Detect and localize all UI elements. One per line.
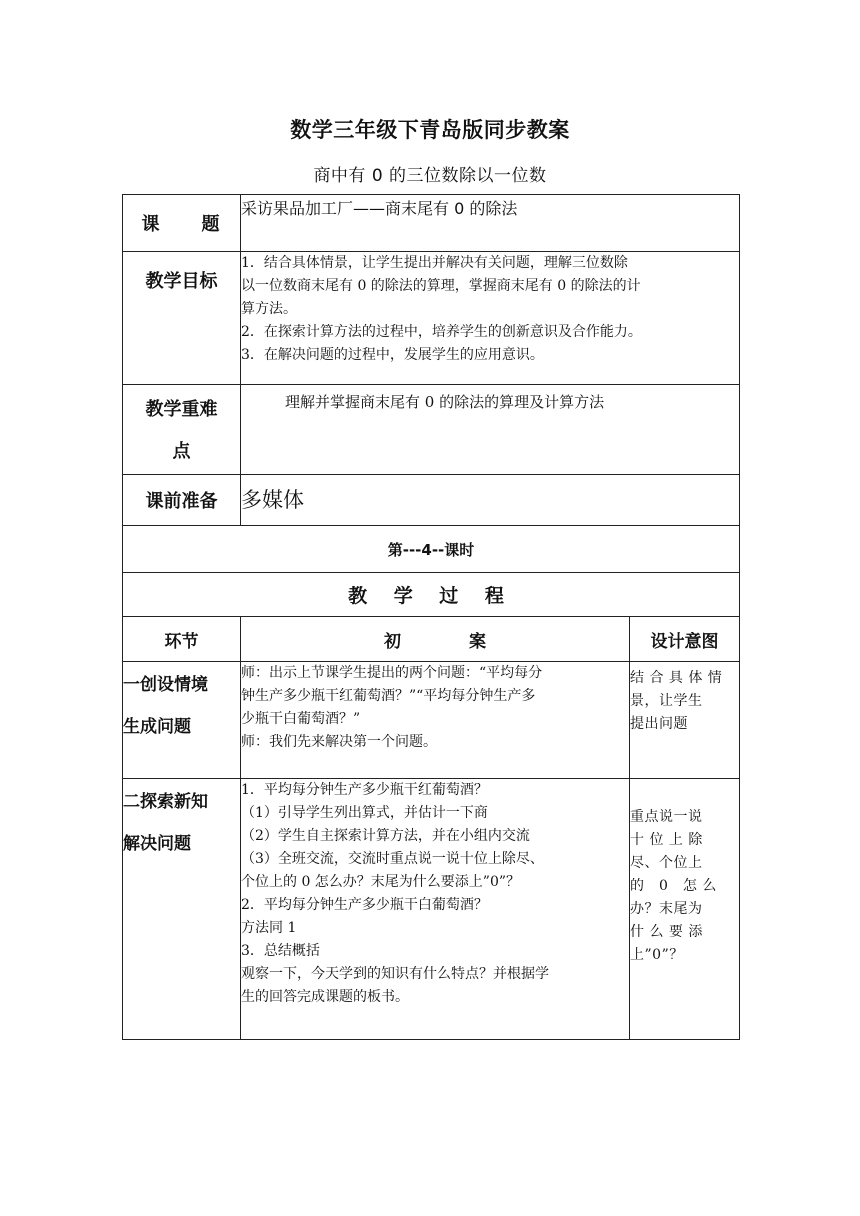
lesson-plan-table (122, 194, 740, 1040)
plan-line: 方法同 1 (241, 920, 297, 936)
plan-line: 观察一下，今天学到的知识有什么特点？并根据学 (241, 966, 549, 982)
goals-label: 教学目标 (123, 252, 241, 385)
column-header-row (123, 617, 740, 662)
stage-row (123, 779, 740, 1040)
plan-line: 3．总结概括 (241, 943, 320, 959)
lesson-number: 第---4--课时 (123, 526, 740, 573)
key-points-label-line2: 点 (172, 441, 191, 462)
stage-label-line2: 生成问题 (123, 717, 191, 737)
intent-line: 的 0 怎 么 (630, 878, 717, 894)
intent-line: 十 位 上 除 (630, 832, 703, 848)
process-heading: 教 学 过 程 (123, 573, 740, 617)
plan-line: 师：出示上节课学生提出的两个问题：“平均每分 (241, 665, 543, 681)
stage-label (123, 662, 241, 779)
intent-line: 景，让学生 (630, 693, 703, 709)
plan-column-header: 初 案 (241, 617, 630, 662)
preparation-value: 多媒体 (241, 475, 740, 526)
intent-line: 重点说一说 (630, 809, 703, 825)
process-row (123, 573, 740, 617)
stage-intent (630, 779, 740, 1040)
topic-label: 课 题 (123, 195, 241, 252)
stage-label (123, 779, 241, 1040)
goal-line: 3．在解决问题的过程中，发展学生的应用意识。 (241, 347, 544, 363)
key-points-label-line1: 教学重难 (145, 399, 218, 420)
topic-value: 采访果品加工厂——商末尾有 0 的除法 (241, 195, 740, 252)
plan-line: 少瓶干白葡萄酒？” (241, 711, 361, 727)
plan-line: 钟生产多少瓶干红葡萄酒？”“平均每分钟生产多 (241, 688, 536, 704)
stage-plan (241, 779, 630, 1040)
goals-content (241, 252, 740, 385)
key-points-value: 理解并掌握商末尾有 0 的除法的算理及计算方法 (241, 385, 740, 475)
preparation-row (123, 475, 740, 526)
plan-line: （1）引导学生列出算式，并估计一下商 (241, 805, 488, 821)
intent-line: 尽、个位上 (630, 855, 703, 871)
stage-label-line2: 解决问题 (123, 834, 191, 854)
intent-line: 提出问题 (630, 716, 688, 732)
intent-column-header: 设计意图 (630, 617, 740, 662)
document-subtitle: 商中有 0 的三位数除以一位数 (313, 166, 547, 186)
goal-line: 2．在探索计算方法的过程中，培养学生的创新意识及合作能力。 (241, 324, 642, 340)
intent-line: 办？末尾为 (630, 901, 703, 917)
document-title: 数学三年级下青岛版同步教案 (290, 118, 570, 142)
plan-line: 2．平均每分钟生产多少瓶干白葡萄酒？ (241, 897, 488, 913)
goal-line: 以一位数商末尾有 0 的除法的算理，掌握商末尾有 0 的除法的计 (241, 278, 641, 294)
intent-line: 上”0”？ (630, 947, 684, 963)
goals-row (123, 252, 740, 385)
goal-line: 1．结合具体情景，让学生提出并解决有关问题，理解三位数除 (241, 255, 628, 271)
plan-line: 生的回答完成课题的板书。 (241, 989, 409, 1005)
intent-line: 什 么 要 添 (630, 924, 703, 940)
stage-intent (630, 662, 740, 779)
goal-line: 算方法。 (241, 301, 297, 317)
plan-line: （3）全班交流，交流时重点说一说十位上除尽、 (241, 851, 544, 867)
key-points-label (123, 385, 241, 475)
lesson-row (123, 526, 740, 573)
stage-row (123, 662, 740, 779)
stage-plan (241, 662, 630, 779)
stage-label-line1: 一创设情境 (123, 675, 208, 695)
plan-line: 1．平均每分钟生产多少瓶干红葡萄酒？ (241, 782, 488, 798)
plan-line: 师：我们先来解决第一个问题。 (241, 734, 437, 750)
plan-line: （2）学生自主探索计算方法，并在小组内交流 (241, 828, 530, 844)
stage-label-line1: 二探索新知 (123, 792, 208, 812)
topic-row (123, 195, 740, 252)
stage-column-header: 环节 (123, 617, 241, 662)
plan-line: 个位上的 0 怎么办？末尾为什么要添上”0”？ (241, 874, 521, 890)
intent-line: 结 合 具 体 情 (630, 670, 723, 686)
preparation-label: 课前准备 (123, 475, 241, 526)
key-points-row (123, 385, 740, 475)
